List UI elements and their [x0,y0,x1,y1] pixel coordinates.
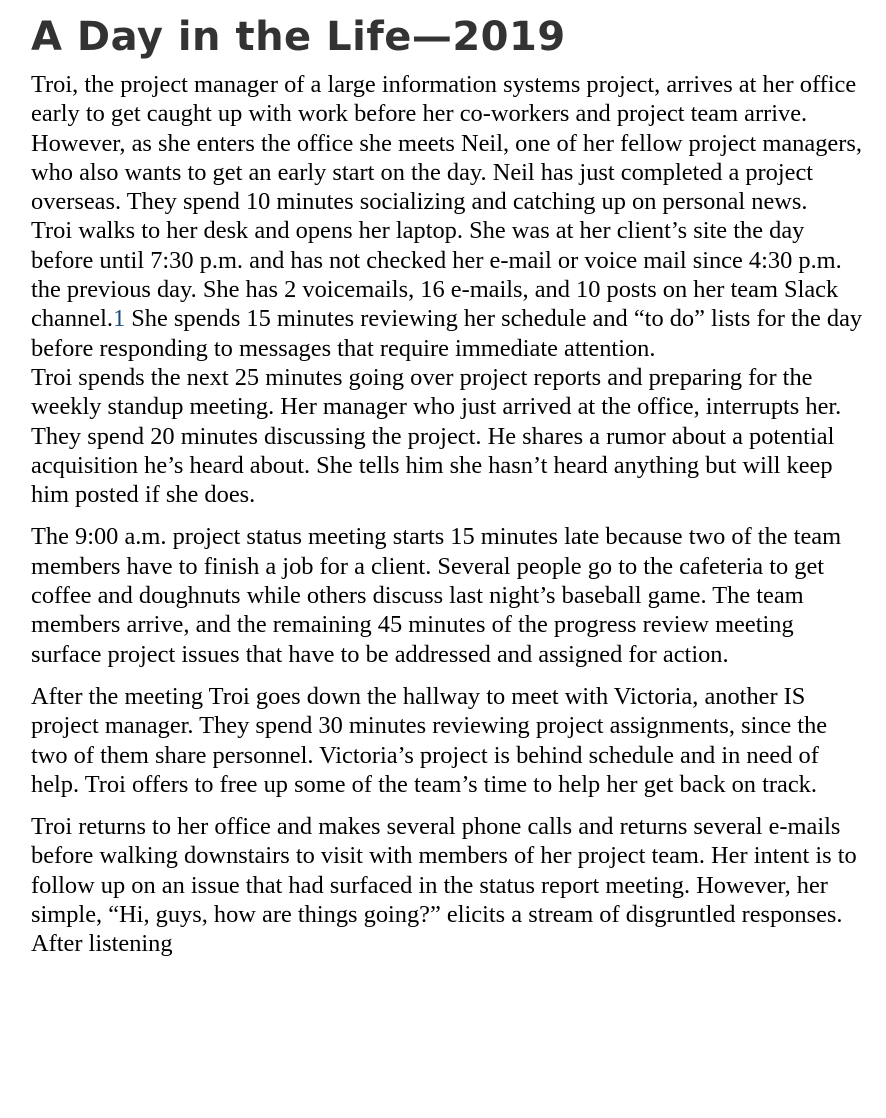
paragraph-desk-text-b: She spends 15 minutes reviewing her schedule and “to do” lists for the day before responding to messages that require immediate attention. [31,305,863,362]
document-page [31,0,866,959]
paragraph-desk [31,216,866,362]
paragraph-status-meeting: The 9:00 a.m. project status meeting starts 15 minutes late because two of the team members have to finish a job for a client. Several people go to the cafeteria to get coffee and doughnuts while others discuss last night’s baseball game. The team members arrive, and the remaining 45 minutes of the progress review meeting surface project issues that have to be addressed and assigned for action. [31,523,842,668]
paragraph-reports: Troi spends the next 25 minutes going over project reports and preparing for the weekly standup meeting. Her manager who just arrived at the office, interrupts her. They spend 20 minutes discussing the project. He shares a rumor about a potential acquisition he’s heard about. She tells him she hasn’t heard anything but will keep him posted if she does. [31,363,842,509]
paragraph-team-visit: Troi returns to her office and makes several phone calls and returns several e-mails before walking downstairs to visit with members of her project team. Her intent is to follow up on an issue that had surfaced in the status report meeting. However, her simple, “Hi, guys, how are things going?” elicits a stream of disgruntled responses. After listening [31,813,857,958]
paragraph-desk-text-a: Troi walks to her desk and opens her laptop. She was at her client’s site the day before until 7:30 p.m. and has not checked her e-mail or voice mail since 4:30 p.m. the previous day. She has 2 voicemails, 16 e-mails, and 10 posts on her team Slack channel. [31,217,842,333]
page-title: A Day in the Life—2019 [31,14,566,60]
footnote-link[interactable]: 1 [112,305,126,333]
paragraph-arrival: Troi, the project manager of a large information systems project, arrives at her office early to get caught up with work before her co-workers and project team arrive. However, as she enters the office she meets Neil, one of her fellow project managers, who also wants to get an early start on the day. Neil has just completed a project overseas. They spend 10 minutes socializing and catching up on personal news. [31,71,862,216]
paragraph-victoria: After the meeting Troi goes down the hallway to meet with Victoria, another IS project manager. They spend 30 minutes reviewing project assignments, since the two of them share personnel. Victoria’s project is behind schedule and in need of help. Troi offers to free up some of the team’s time to help her get back on track. [31,682,828,798]
